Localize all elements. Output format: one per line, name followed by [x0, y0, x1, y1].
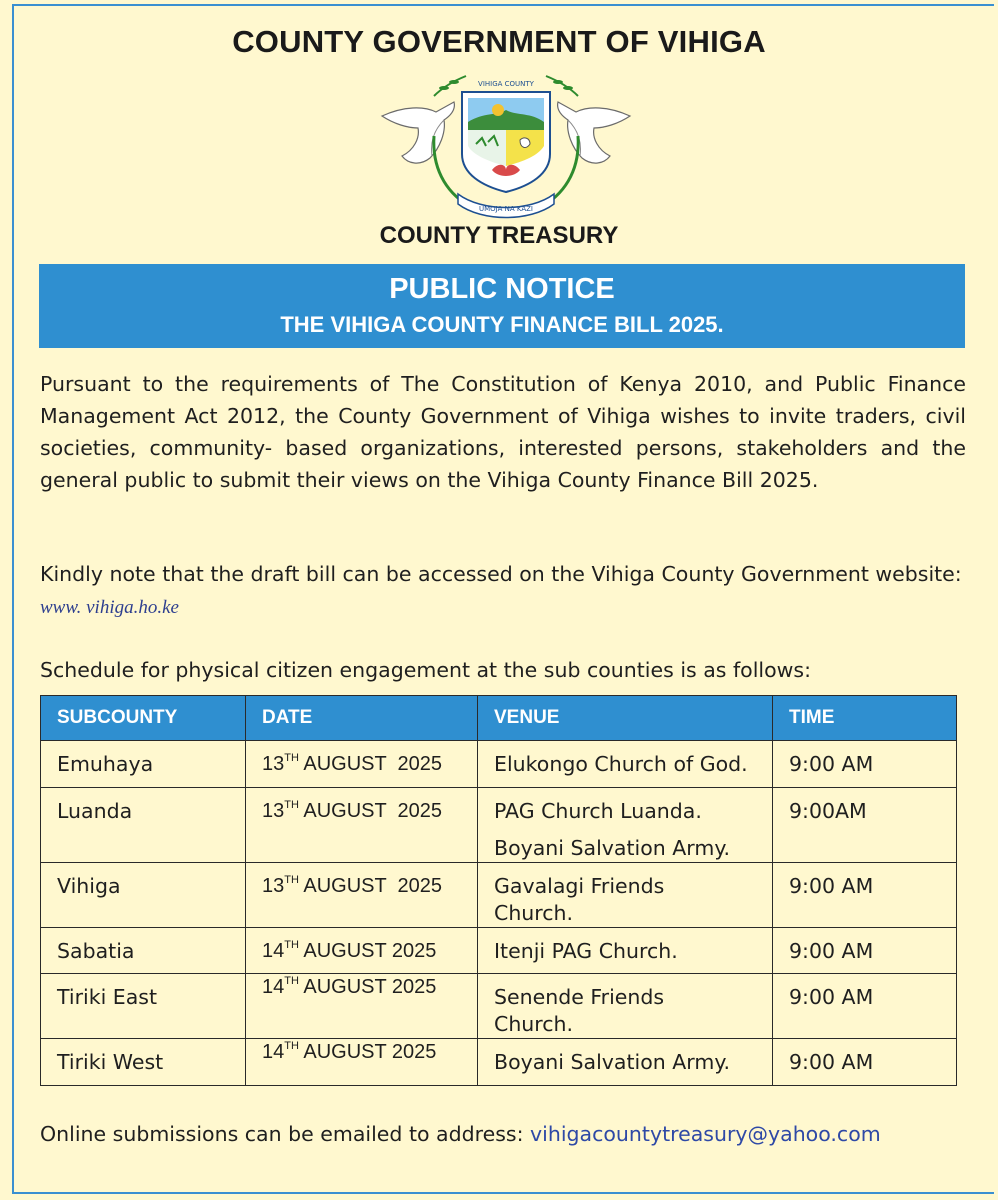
venue-cell: PAG Church Luanda. Boyani Salvation Army. [478, 788, 773, 863]
venue-cell: Senende Friends Church. [478, 974, 773, 1039]
subcounty-cell: Vihiga [41, 863, 246, 928]
venue-cell: Gavalagi Friends Church. [478, 863, 773, 928]
online-submission-line [40, 1118, 966, 1150]
subcounty-cell: Sabatia [41, 928, 246, 974]
column-header-subcounty: SUBCOUNTY [41, 696, 246, 741]
subcounty-cell: Luanda [41, 788, 246, 863]
date-cell: 13TH AUGUST 2025 [246, 741, 478, 788]
svg-text:VIHIGA COUNTY: VIHIGA COUNTY [478, 80, 534, 88]
schedule-intro: Schedule for physical citizen engagement at the sub counties is as follows: [40, 658, 812, 682]
column-header-time: TIME [773, 696, 957, 741]
date-cell: 13TH AUGUST 2025 [246, 788, 478, 863]
website-link[interactable]: www. vihiga.ho.ke [40, 597, 179, 618]
date-cell: 13TH AUGUST 2025 [246, 863, 478, 928]
notice-subheading: THE VIHIGA COUNTY FINANCE BILL 2025. [280, 312, 724, 337]
notice-heading: PUBLIC NOTICE [389, 273, 615, 305]
subcounty-cell: Tiriki East [41, 974, 246, 1039]
venue-cell: Elukongo Church of God. [478, 741, 773, 788]
access-note: Kindly note that the draft bill can be accessed on the Vihiga County Government website: [40, 562, 962, 586]
table-header-row [41, 696, 957, 741]
page-title: COUNTY GOVERNMENT OF VIHIGA [232, 24, 766, 59]
online-text: Online submissions can be emailed to address: [40, 1122, 524, 1146]
notice-banner [39, 264, 965, 348]
time-cell: 9:00 AM [773, 974, 957, 1039]
subcounty-cell: Emuhaya [41, 741, 246, 788]
date-cell: 14TH AUGUST 2025 [246, 1039, 478, 1086]
intro-paragraph: Pursuant to the requirements of The Constitution of Kenya 2010, and Public Finance Management Act 2012, the County Government of Vihiga wishes to invite traders, civil societies, community- based organizations, interested persons, stakeholders and the general public to submit their views on the Vihiga County Finance Bill 2025. [40, 372, 966, 492]
venue-cell: Boyani Salvation Army. [478, 1039, 773, 1086]
subcounty-cell: Tiriki West [41, 1039, 246, 1086]
time-cell: 9:00 AM [773, 928, 957, 974]
time-cell: 9:00 AM [773, 741, 957, 788]
svg-text:UMOJA NA KAZI: UMOJA NA KAZI [479, 205, 533, 213]
table-row [41, 1039, 957, 1086]
schedule-table [40, 695, 957, 1086]
time-cell: 9:00 AM [773, 1039, 957, 1086]
date-cell: 14TH AUGUST 2025 [246, 974, 478, 1039]
column-header-date: DATE [246, 696, 478, 741]
time-cell: 9:00 AM [773, 863, 957, 928]
time-cell: 9:00AM [773, 788, 957, 863]
date-cell: 14TH AUGUST 2025 [246, 928, 478, 974]
venue-cell: Itenji PAG Church. [478, 928, 773, 974]
column-header-venue: VENUE [478, 696, 773, 741]
department-title: COUNTY TREASURY [379, 222, 619, 249]
table-row [41, 863, 957, 928]
table-row [41, 741, 957, 788]
table-row [41, 974, 957, 1039]
email-link[interactable]: vihigacountytreasury@yahoo.com [530, 1122, 881, 1146]
access-paragraph [40, 558, 966, 624]
table-row [41, 788, 957, 863]
table-row [41, 928, 957, 974]
county-crest-logo [374, 66, 638, 226]
